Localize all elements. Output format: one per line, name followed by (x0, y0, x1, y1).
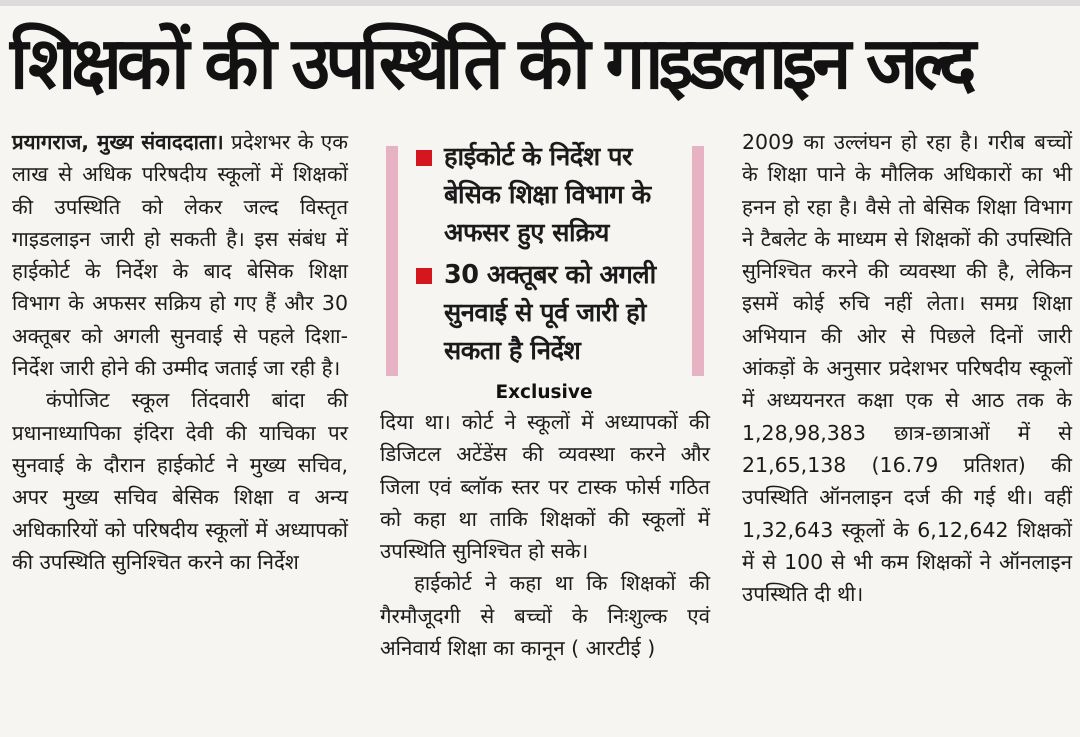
exclusive-tag: Exclusive (495, 382, 593, 403)
highlight-item (416, 138, 684, 252)
paragraph: हाईकोर्ट ने कहा था कि शिक्षकों की गैरमौजूदगी से बच्चों के निःशुल्क एवं अनिवार्य शिक्षा का कानून ( आरटीई ) (380, 571, 710, 661)
highlight-item (416, 256, 684, 370)
highlight-text: 30 अक्तूबर को अगली सुनवाई से पूर्व जारी हो सकता है निर्देश (444, 260, 656, 366)
highlight-text: हाईकोर्ट के निर्देश पर बेसिक शिक्षा विभाग के अफसर हुए सक्रिय (444, 142, 651, 248)
bullet-square-icon (416, 150, 432, 166)
paragraph: कंपोजिट स्कूल तिंदवारी बांदा की प्रधानाध्यापिका इंदिरा देवी की याचिका पर सुनवाई के दौरान हाईकोर्ट ने मुख्य सचिव, अपर मुख्य सचिव बेसिक शिक्षा व अन्य अधिकारियों को परिषदीय स्कूलों में अध्यापकों की उपस्थिति सुनिश्चित करने का निर्देश (12, 388, 348, 574)
article-column-3 (742, 126, 1072, 729)
dateline: प्रयागराज, मुख्य संवाददाता। (12, 130, 224, 154)
top-edge (0, 0, 1080, 6)
paragraph: दिया था। कोर्ट ने स्कूलों में अध्यापकों की डिजिटल अटेंडेंस की व्यवस्था करने और जिला एवं ब्लॉक स्तर पर टास्क फोर्स गठित को कहा था ताकि शिक्षकों की स्कूलों में उपस्थिति सुनिश्चित हो सके। (380, 410, 710, 564)
highlight-side-bar (692, 146, 704, 376)
article-column-2 (380, 406, 710, 729)
highlights-box (378, 132, 712, 384)
article-column-1 (12, 126, 348, 729)
paragraph: प्रदेशभर के एक लाख से अधिक परिषदीय स्कूलों में शिक्षकों की उपस्थिति को लेकर जल्द विस्तृत गाइडलाइन जारी हो सकती है। इस संबंध में हाईकोर्ट के निर्देश के बाद बेसिक शिक्षा विभाग के अफसर सक्रिय हो गए हैं और 30 अक्तूबर को अगली सुनवाई से पहले दिशा-निर्देश जारी होने की उम्मीद जताई जा रही है। (12, 130, 348, 381)
highlight-side-bar (386, 146, 398, 376)
paragraph: 2009 का उल्लंघन हो रहा है। गरीब बच्चों के शिक्षा पाने के मौलिक अधिकारों का भी हनन हो रहा है। वैसे तो बेसिक शिक्षा विभाग ने टैबलेट के माध्यम से शिक्षकों की उपस्थिति सुनिश्चित करने की व्यवस्था की है, लेकिन इसमें कोई रुचि नहीं लेता। समग्र शिक्षा अभियान की ओर से पिछले दिनों जारी आंकड़ों के अनुसार प्रदेशभर परिषदीय स्कूलों में अध्ययनरत कक्षा एक से आठ तक के 1,28,98,383 छात्र-छात्राओं में से 21,65,138 (16.79 प्रतिशत) की उपस्थिति ऑनलाइन दर्ज की गई थी। वहीं 1,32,643 स्कूलों के 6,12,642 शिक्षकों में से 100 से भी कम शिक्षकों ने ऑनलाइन उपस्थिति दी थी। (742, 130, 1072, 607)
column-1-text (12, 126, 348, 384)
bullet-square-icon (416, 268, 432, 284)
headline: शिक्षकों की उपस्थिति की गाइडलाइन जल्द (10, 21, 972, 105)
